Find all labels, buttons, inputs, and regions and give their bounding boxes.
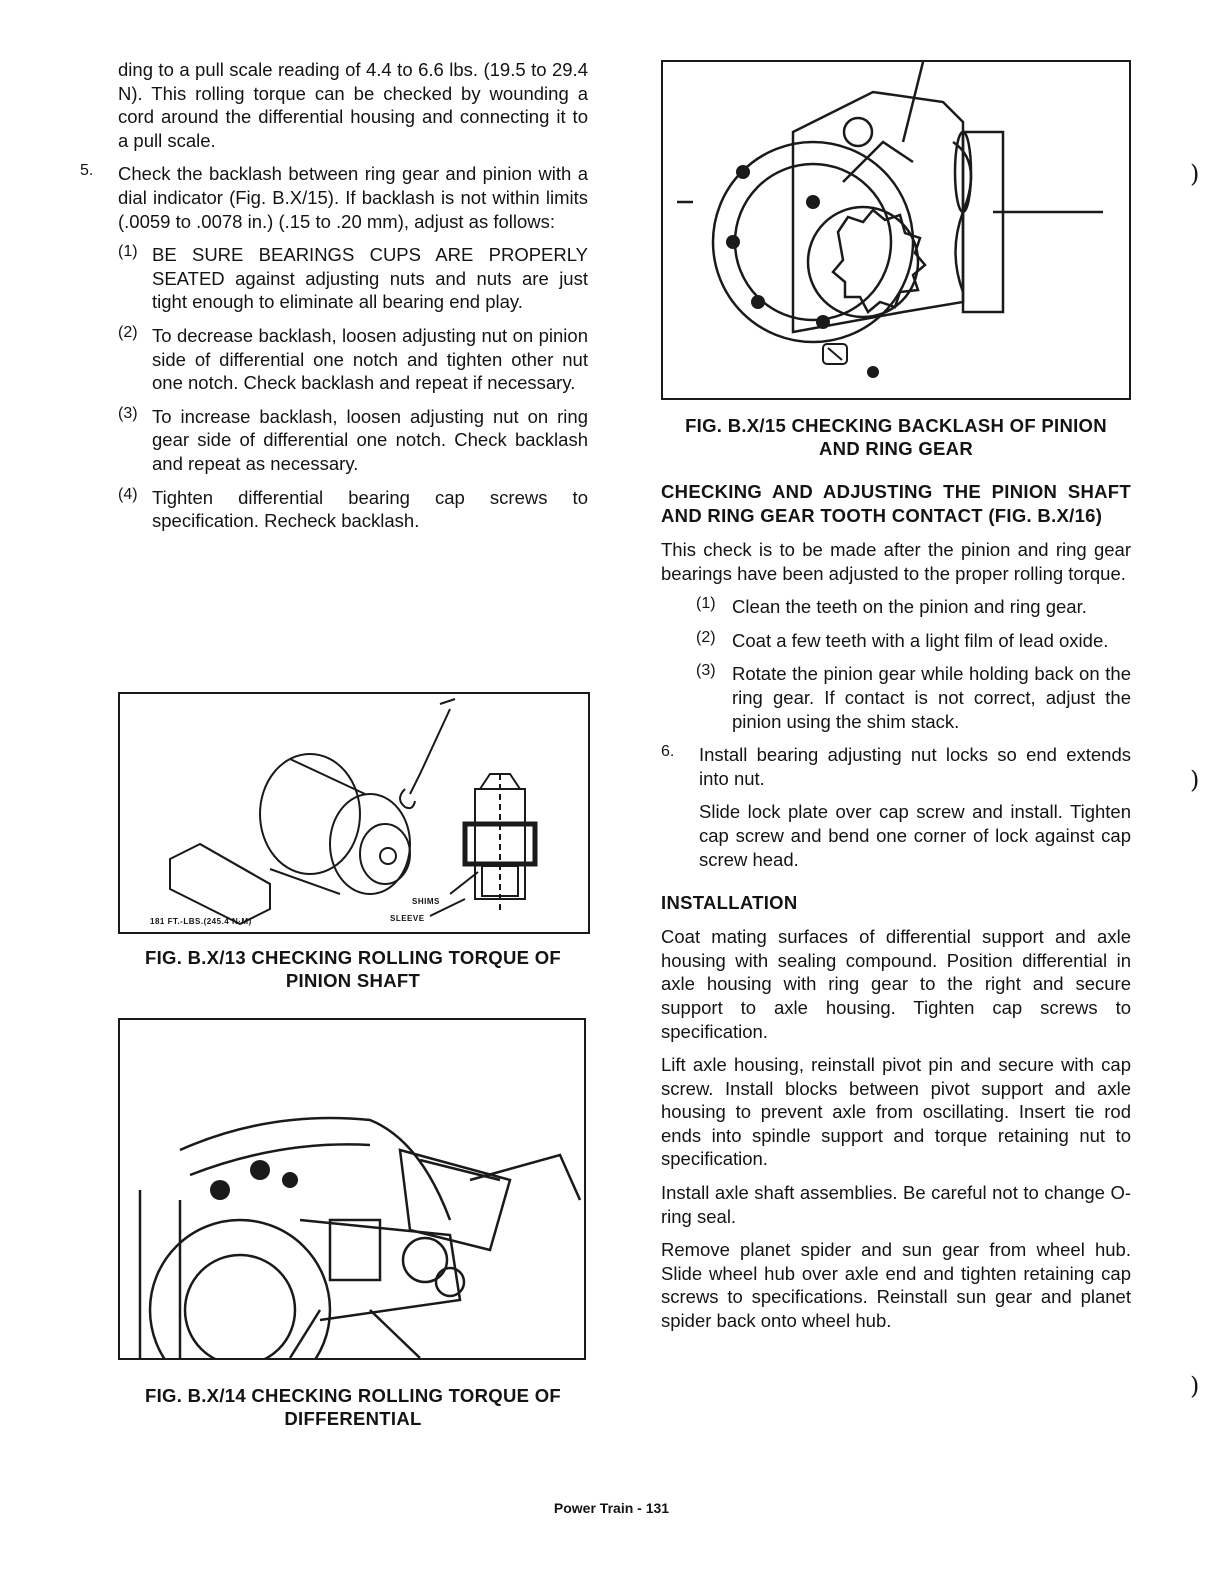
step-5	[80, 162, 588, 233]
sub-number: (1)	[696, 595, 716, 613]
step-6-number: 6.	[661, 743, 675, 761]
contact-sub-3	[661, 662, 1131, 733]
contact-sub-1	[661, 595, 1131, 619]
caption-line: FIG. B.X/14 CHECKING ROLLING TORQUE OF	[144, 1385, 562, 1406]
intro-paragraph: ding to a pull scale reading of 4.4 to 6.6 lbs. (19.5 to 29.4 N). This rolling torque can be checked by wounding a cord around the differential housing and connecting it to a pull scale.	[118, 59, 588, 151]
install-paragraph-2: Lift axle housing, reinstall pivot pin and secure with cap screw. Install blocks between pivot support and axle housing to prevent axle from oscillating. Insert tie rod ends into spindle support and torque retaining nut to specification.	[661, 1054, 1131, 1170]
sub-text: To increase backlash, loosen adjusting nut on ring gear side of differential one notch. Check backlash and repeat as necessary.	[152, 405, 588, 474]
install-paragraph-1: Coat mating surfaces of differential support and axle housing with sealing compound. Position differential in axle housing with ring gear to the right and secure support to axle housing. Tighten cap screws to specification.	[661, 926, 1131, 1042]
sub-text: To decrease backlash, loosen adjusting nut on pinion side of differential one notch and tighten other nut one notch. Check backlash and repeat if necessary.	[152, 324, 588, 394]
caption-line: FIG. B.X/15 CHECKING BACKLASH OF PINION	[685, 415, 1107, 436]
margin-mark: )	[1190, 160, 1200, 188]
step-5-sub-2	[80, 324, 588, 395]
install-paragraph-3: Install axle shaft assemblies. Be careful not to change O-ring seal.	[661, 1182, 1131, 1227]
sub-number: (3)	[118, 404, 138, 422]
sub-number: (2)	[118, 323, 138, 341]
install-paragraph-4: Remove planet spider and sun gear from wheel hub. Slide wheel hub over axle end and tighten retaining cap screws to specifications. Reinstall sun gear and planet spider back onto wheel hub.	[661, 1239, 1131, 1332]
caption-line: PINION SHAFT	[285, 970, 421, 991]
sub-number: (3)	[696, 662, 716, 680]
sub-text: BE SURE BEARINGS CUPS ARE PROPERLY SEATED against adjusting nuts and nuts are just tight enough to eliminate all bearing end play.	[152, 244, 588, 313]
sub-text: Coat a few teeth with a light film of lead oxide.	[732, 629, 1109, 651]
margin-mark: )	[1190, 766, 1200, 794]
contact-heading: CHECKING AND ADJUSTING THE PINION SHAFT AND RING GEAR TOOTH CONTACT (FIG. B.X/16)	[661, 481, 1131, 526]
sub-number: (1)	[118, 243, 138, 261]
figure-15-illustration	[661, 60, 1131, 400]
shims-label: SHIMS	[412, 897, 440, 906]
contact-intro: This check is to be made after the pinion and ring gear bearings have been adjusted to the proper rolling torque.	[661, 539, 1131, 584]
backlash-drawing	[663, 62, 1129, 398]
step-5-sub-1	[80, 243, 588, 314]
caption-line: DIFFERENTIAL	[284, 1408, 422, 1429]
contact-sub-2	[661, 629, 1131, 653]
step-6-text-2: Slide lock plate over cap screw and install. Tighten cap screw and bend one corner of lock against cap screw head.	[699, 801, 1131, 870]
step-5-sub-3	[80, 405, 588, 476]
figure-14-caption	[118, 1384, 588, 1430]
left-column	[80, 58, 588, 533]
sleeve-label: SLEEVE	[390, 914, 425, 923]
caption-line: AND RING GEAR	[819, 438, 973, 459]
step-6	[661, 743, 1131, 871]
differential-torque-drawing	[120, 1020, 584, 1358]
margin-mark: )	[1190, 1372, 1200, 1400]
figure-15-caption	[661, 414, 1131, 460]
pinion-torque-drawing	[120, 694, 588, 932]
installation-heading: INSTALLATION	[661, 892, 798, 914]
figure-13-caption	[118, 946, 588, 992]
figure-14-illustration	[118, 1018, 586, 1360]
sub-text: Tighten differential bearing cap screws to specification. Recheck backlash.	[152, 486, 588, 532]
step-5-sub-4	[80, 486, 588, 533]
sub-text: Clean the teeth on the pinion and ring gear.	[732, 596, 1087, 618]
figure-13-illustration	[118, 692, 590, 934]
step-5-text: Check the backlash between ring gear and pinion with a dial indicator (Fig. B.X/15). If backlash is not within limits (.0059 to .0078 in.) (.15 to .20 mm), adjust as follows:	[118, 163, 588, 232]
step-5-number: 5.	[80, 162, 94, 180]
right-column	[661, 480, 1131, 1333]
sub-text: Rotate the pinion gear while holding back on the ring gear. If contact is not correct, adjust the pinion using the shim stack.	[732, 663, 1131, 732]
step-6-text: Install bearing adjusting nut locks so end extends into nut.	[699, 744, 1131, 789]
torque-label: 181 FT.-LBS.(245.4 N·M)	[150, 917, 252, 926]
page-footer: Power Train - 131	[553, 1500, 670, 1516]
sub-number: (4)	[118, 485, 138, 503]
caption-line: FIG. B.X/13 CHECKING ROLLING TORQUE OF	[144, 947, 562, 968]
sub-number: (2)	[696, 628, 716, 646]
